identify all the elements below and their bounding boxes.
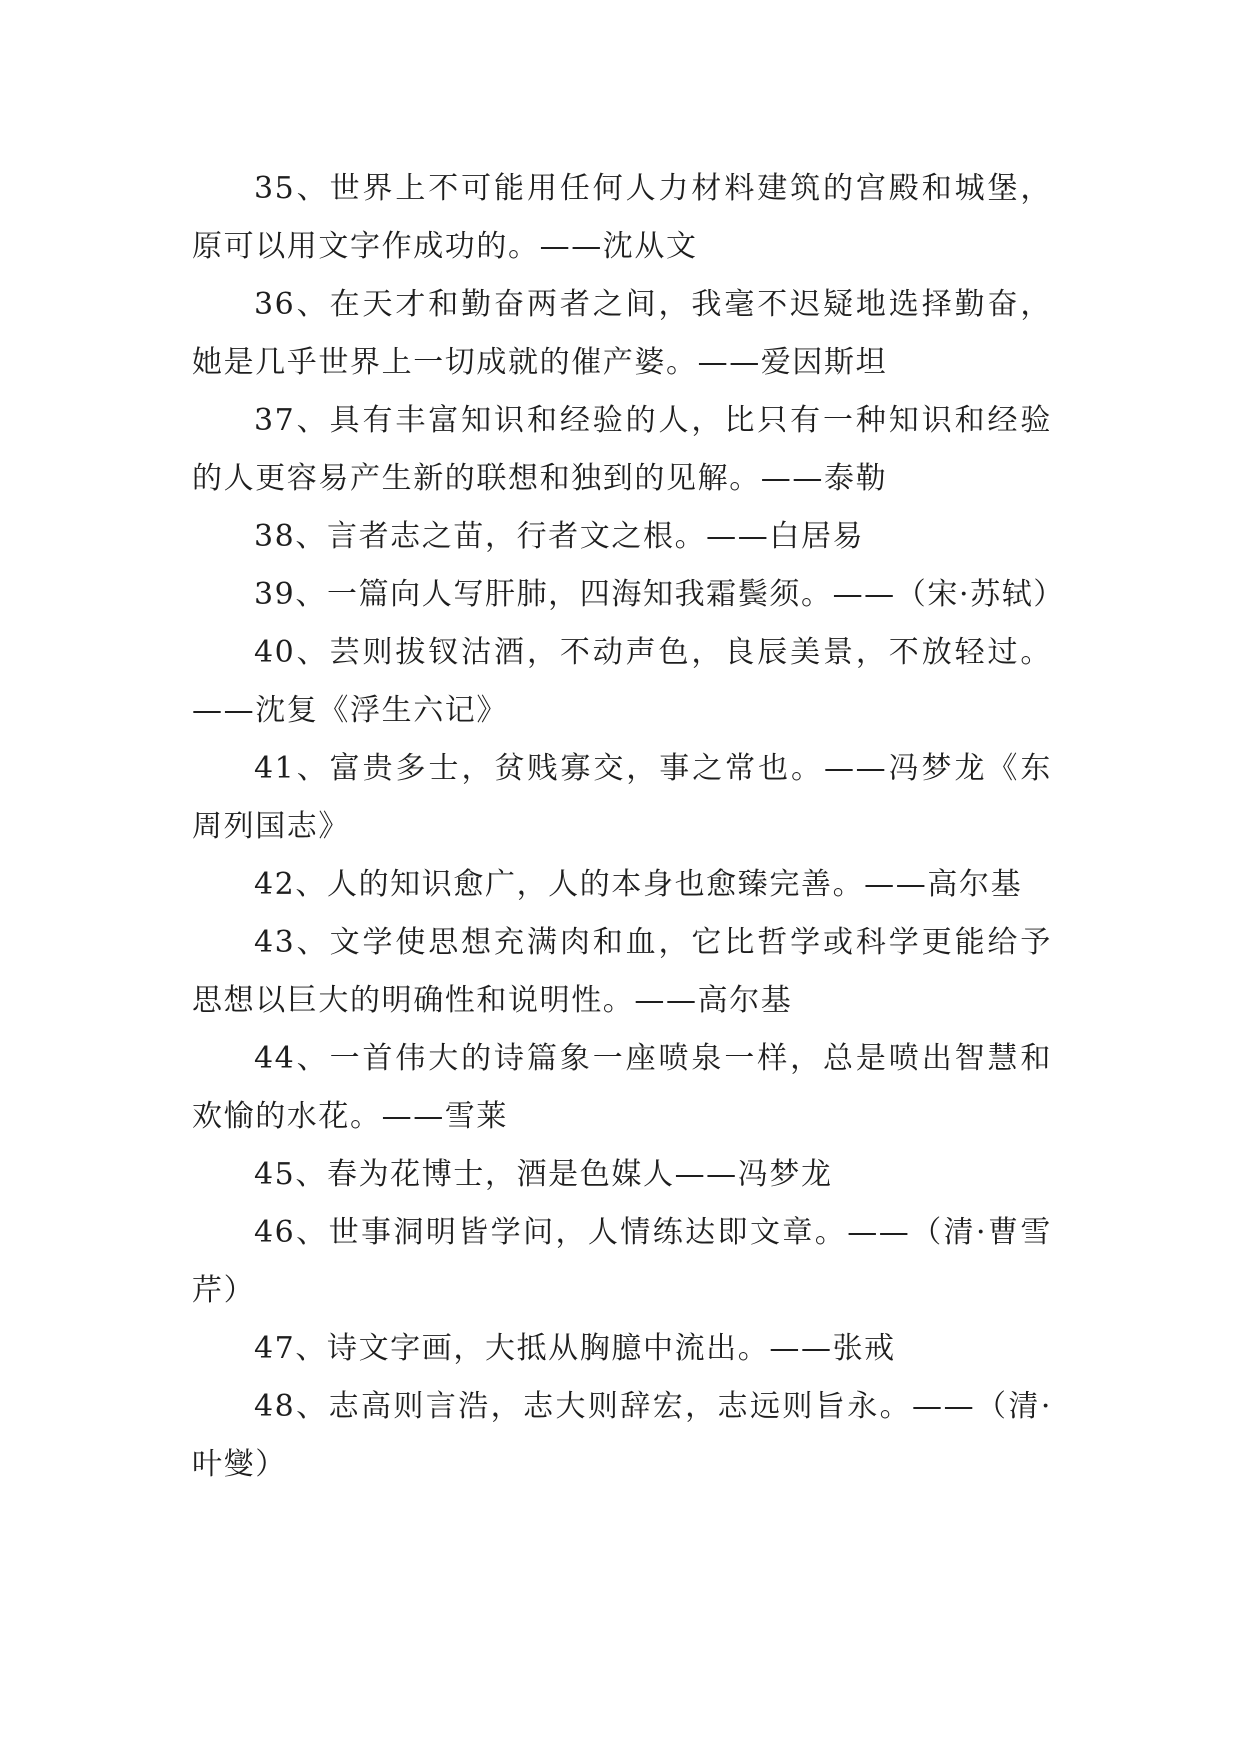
- quote-46: 46、世事洞明皆学问，人情练达即文章。——（清·曹雪芹）: [192, 1215, 1052, 1308]
- quote-list: [192, 160, 1065, 1494]
- quote-39: 39、一篇向人写肝肺，四海知我霜鬓须。——（宋·苏轼）: [254, 577, 1065, 612]
- quote-43: 43、文学使思想充满肉和血，它比哲学或科学更能给予思想以巨大的明确性和说明性。——高尔基: [192, 925, 1052, 1018]
- quote-47: 47、诗文字画，大抵从胸臆中流出。——张戒: [254, 1331, 896, 1366]
- quote-37: 37、具有丰富知识和经验的人，比只有一种知识和经验的人更容易产生新的联想和独到的见解。——泰勒: [192, 403, 1052, 496]
- quote-38: 38、言者志之苗，行者文之根。——白居易: [254, 519, 865, 554]
- quote-40: 40、芸则拔钗沽酒，不动声色，良辰美景，不放轻过。——沈复《浮生六记》: [192, 635, 1052, 728]
- quote-44: 44、一首伟大的诗篇象一座喷泉一样，总是喷出智慧和欢愉的水花。——雪莱: [192, 1041, 1052, 1134]
- quote-48: 48、志高则言浩，志大则辞宏，志远则旨永。——（清·叶燮）: [192, 1389, 1052, 1482]
- quote-36: 36、在天才和勤奋两者之间，我毫不迟疑地选择勤奋，她是几乎世界上一切成就的催产婆。——爱因斯坦: [192, 287, 1052, 380]
- quote-42: 42、人的知识愈广，人的本身也愈臻完善。——高尔基: [254, 867, 1023, 902]
- quote-35: 35、世界上不可能用任何人力材料建筑的宫殿和城堡，原可以用文字作成功的。——沈从文: [192, 171, 1052, 264]
- quote-45: 45、春为花博士，酒是色媒人——冯梦龙: [254, 1157, 833, 1192]
- quote-41: 41、富贵多士，贫贱寡交，事之常也。——冯梦龙《东周列国志》: [192, 751, 1052, 844]
